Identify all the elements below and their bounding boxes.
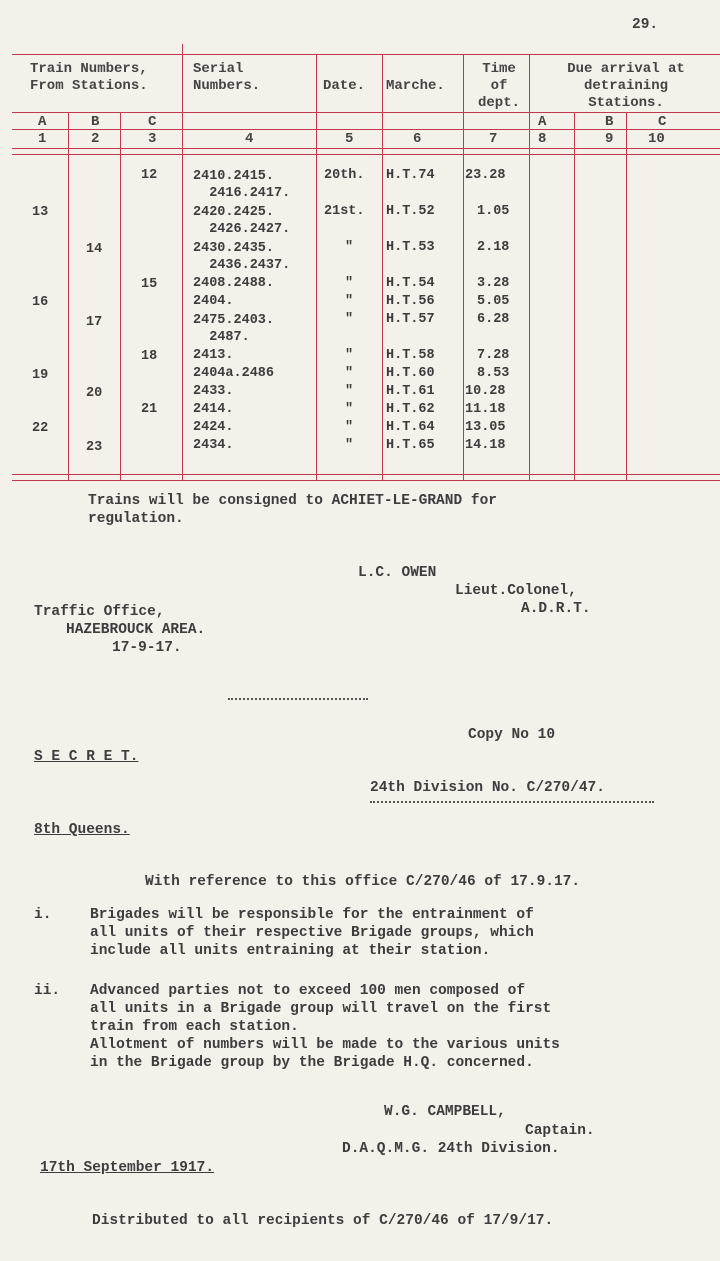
sub-letter-a2: A	[538, 114, 547, 130]
para-ii-text: Advanced parties not to exceed 100 men composed of all units in a Brigade group will travel on the first train from each station. Allotment of numbers will be made to the various units in the Brigade group by the Brigade H.Q. concerned.	[90, 983, 560, 1071]
header-time-of-dept: Time of dept.	[477, 61, 520, 111]
sub-letter-a: A	[38, 114, 47, 130]
row-8-a: 19	[32, 368, 49, 383]
row-7-date: "	[345, 348, 354, 363]
para-i-number: i.	[34, 907, 52, 923]
col-number-2: 2	[91, 131, 100, 147]
row-12-time: 14.18	[465, 438, 506, 453]
col-number-3: 3	[148, 131, 157, 147]
row-5-serial: 2404.	[193, 294, 234, 309]
sub-letter-b2: B	[605, 114, 614, 130]
row-4-serial: 2408.2488.	[193, 276, 275, 291]
row-2-date: 21st.	[324, 204, 365, 219]
row-1-c: 12	[141, 168, 158, 183]
row-10-date: "	[345, 402, 354, 417]
distribution-note: Distributed to all recipients of C/270/46 of 17/9/17.	[92, 1213, 554, 1229]
row-12-marche: H.T.65	[386, 438, 435, 453]
row-8-serial: 2404a.2486	[193, 366, 275, 381]
row-11-marche: H.T.64	[386, 420, 435, 435]
row-5-date: "	[345, 294, 354, 309]
col-number-9: 9	[605, 131, 614, 147]
row-2-marche: H.T.52	[386, 204, 435, 219]
row-11-time: 13.05	[465, 420, 506, 435]
office-area: HAZEBROUCK AREA.	[66, 622, 206, 638]
row-6-date: "	[345, 312, 354, 327]
secret-marking: S E C R E T.	[34, 749, 139, 765]
row-9-time: 10.28	[465, 384, 506, 399]
row-2-time: 1.05	[477, 204, 510, 219]
row-5-time: 5.05	[477, 294, 510, 309]
row-10-marche: H.T.62	[386, 402, 435, 417]
col-number-5: 5	[345, 131, 354, 147]
consignment-note: Trains will be consigned to ACHIET-LE-GRAND for regulation.	[88, 493, 497, 527]
header-marche: Marche.	[386, 78, 445, 94]
row-1-time: 23.28	[465, 168, 506, 183]
row-3-date: "	[345, 240, 354, 255]
office-name: Traffic Office,	[34, 604, 165, 620]
row-12-b: 23	[86, 440, 103, 455]
row-11-serial: 2424.	[193, 420, 234, 435]
row-1-marche: H.T.74	[386, 168, 435, 183]
row-7-serial: 2413.	[193, 348, 234, 363]
row-7-marche: H.T.58	[386, 348, 435, 363]
sub-letter-c: C	[148, 114, 157, 130]
row-11-date: "	[345, 420, 354, 435]
reference-line: With reference to this office C/270/46 of 17.9.17.	[145, 874, 581, 890]
row-4-time: 3.28	[477, 276, 510, 291]
header-due-arrival: Due arrival at detraining Stations.	[567, 61, 685, 111]
signature-1-name: L.C. OWEN	[358, 565, 437, 581]
row-12-date: "	[345, 438, 354, 453]
sub-letter-b: B	[91, 114, 100, 130]
row-11-a: 22	[32, 421, 49, 436]
col-number-10: 10	[648, 131, 665, 147]
row-6-time: 6.28	[477, 312, 510, 327]
division-underline	[370, 801, 654, 803]
row-10-c: 21	[141, 402, 158, 417]
col-number-6: 6	[413, 131, 422, 147]
row-2-serial: 2420.2425. 2426.2427.	[193, 205, 291, 237]
signature-2-role: D.A.Q.M.G. 24th Division.	[342, 1141, 560, 1157]
col-number-7: 7	[489, 131, 498, 147]
row-8-date: "	[345, 366, 354, 381]
row-8-marche: H.T.60	[386, 366, 435, 381]
row-9-marche: H.T.61	[386, 384, 435, 399]
para-ii-number: ii.	[34, 983, 61, 999]
row-3-time: 2.18	[477, 240, 510, 255]
row-12-serial: 2434.	[193, 438, 234, 453]
addressee: 8th Queens.	[34, 822, 130, 838]
col-number-1: 1	[38, 131, 47, 147]
sub-letter-c2: C	[658, 114, 667, 130]
row-5-marche: H.T.56	[386, 294, 435, 309]
header-serial-numbers: Serial Numbers.	[193, 61, 261, 94]
row-3-b: 14	[86, 242, 103, 257]
col-number-4: 4	[245, 131, 254, 147]
row-10-serial: 2414.	[193, 402, 234, 417]
header-train-numbers: Train Numbers, From Stations.	[30, 61, 148, 94]
row-10-time: 11.18	[465, 402, 506, 417]
signature-2-name: W.G. CAMPBELL,	[384, 1104, 506, 1120]
row-4-c: 15	[141, 277, 158, 292]
row-7-c: 18	[141, 349, 158, 364]
row-4-marche: H.T.54	[386, 276, 435, 291]
signature-1-role: A.D.R.T.	[521, 601, 591, 617]
row-4-date: "	[345, 276, 354, 291]
row-2-a: 13	[32, 205, 49, 220]
row-9-serial: 2433.	[193, 384, 234, 399]
para-i-text: Brigades will be responsible for the entrainment of all units of their respective Brigade groups, which include all units entraining at their station.	[90, 907, 534, 959]
row-7-time: 7.28	[477, 348, 510, 363]
row-9-b: 20	[86, 386, 103, 401]
row-9-date: "	[345, 384, 354, 399]
separator-line	[228, 698, 368, 700]
page-number: 29.	[632, 17, 659, 33]
col-number-8: 8	[538, 131, 547, 147]
copy-number: Copy No 10	[468, 727, 556, 743]
row-3-marche: H.T.53	[386, 240, 435, 255]
row-6-marche: H.T.57	[386, 312, 435, 327]
row-3-serial: 2430.2435. 2436.2437.	[193, 241, 291, 273]
header-date: Date.	[323, 78, 366, 94]
row-1-date: 20th.	[324, 168, 365, 183]
row-6-serial: 2475.2403. 2487.	[193, 313, 275, 345]
row-6-b: 17	[86, 315, 103, 330]
office-date: 17-9-17.	[112, 640, 182, 656]
row-5-a: 16	[32, 295, 49, 310]
document-date: 17th September 1917.	[40, 1160, 215, 1176]
signature-1-rank: Lieut.Colonel,	[455, 583, 577, 599]
row-8-time: 8.53	[477, 366, 510, 381]
row-1-serial: 2410.2415. 2416.2417.	[193, 169, 291, 201]
signature-2-rank: Captain.	[525, 1123, 595, 1139]
division-reference: 24th Division No. C/270/47.	[370, 780, 605, 796]
